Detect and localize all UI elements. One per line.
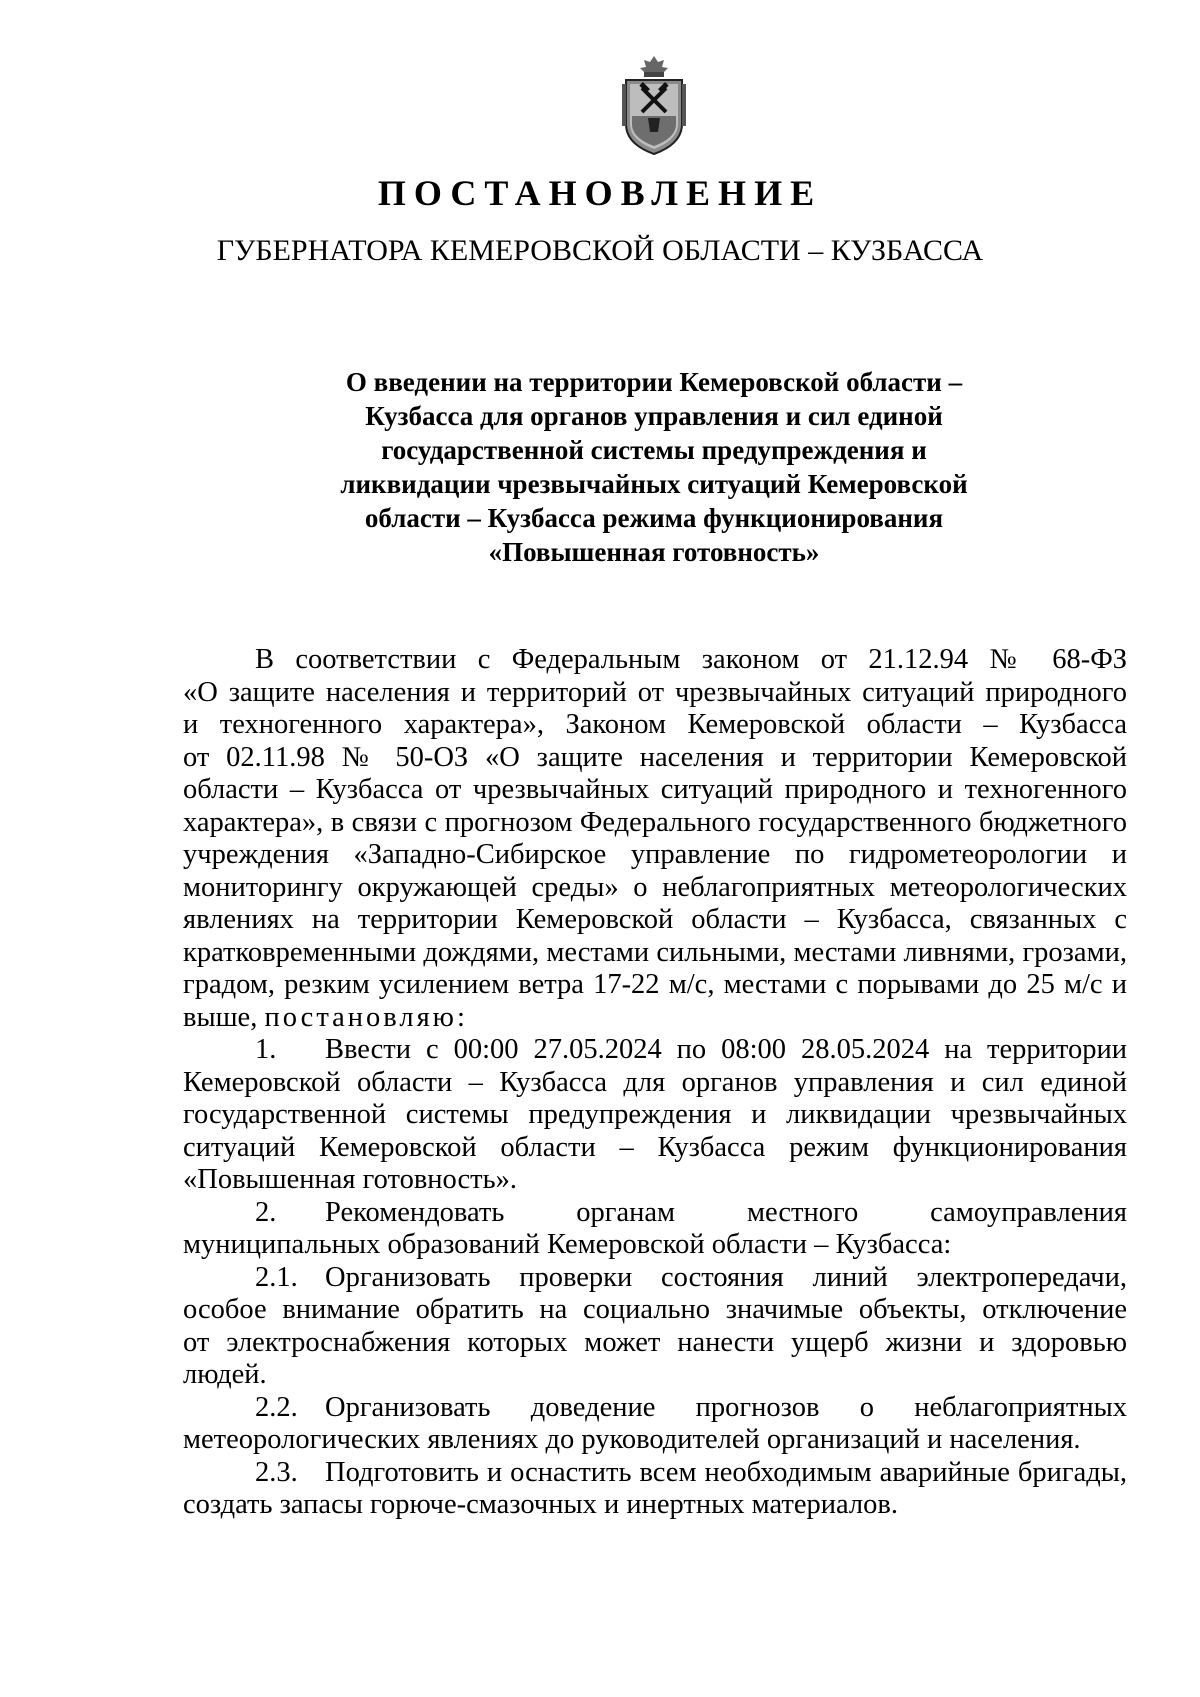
preamble-line: градом, резким усилением ветра 17-22 м/с, местами с порывами до 25 м/с и	[183, 969, 1127, 1000]
document-subtitle: ГУБЕРНАТОРА КЕМЕРОВСКОЙ ОБЛАСТИ – КУЗБАССА	[216, 234, 984, 267]
document-subject	[290, 365, 1018, 569]
preamble-last-text: выше,	[183, 1001, 258, 1033]
item-last-line: создать запасы горюче-смазочных и инертных материалов.	[183, 1489, 898, 1520]
item-text: Ввести с 00:00 27.05.2024 по 08:00 28.05.2024 на территории	[325, 1034, 1127, 1065]
subject-line: государственной системы предупреждения и	[381, 435, 927, 465]
item-last-line: муниципальных образований Кемеровской области – Кузбасса:	[183, 1229, 952, 1260]
item-2-2-first-line	[183, 1392, 1127, 1425]
item-2-3-first-line	[183, 1457, 1127, 1490]
item-number: 2.2.	[255, 1391, 298, 1423]
preamble-last-line	[183, 1002, 1127, 1035]
item-last-line: людей.	[183, 1359, 267, 1390]
preamble-line: В соответствии с Федеральным законом от 21.12.94 № 68-ФЗ	[255, 644, 1127, 675]
preamble-line: явлениях на территории Кемеровской области – Кузбасса, связанных с	[183, 904, 1127, 935]
subject-line: Кузбасса для органов управления и сил единой	[365, 401, 943, 431]
decree-word: постановляю:	[264, 1001, 468, 1033]
item-text: Организовать проверки состояния линий электропередачи,	[325, 1261, 1127, 1293]
item-line: Кемеровской области – Кузбасса для органов управления и сил единой	[183, 1066, 1127, 1098]
subject-line: области – Кузбасса режима функционирования	[364, 503, 944, 533]
subject-line: ликвидации чрезвычайных ситуаций Кемеровской	[340, 469, 968, 499]
item-number: 2.	[255, 1196, 277, 1228]
subject-line: «Повышенная готовность»	[488, 537, 820, 567]
preamble-line: мониторингу окружающей среды» о неблагоприятных метеорологических	[183, 871, 1127, 903]
document-body	[183, 644, 1127, 1522]
item-number: 2.1.	[255, 1261, 298, 1293]
item-1-first-line	[183, 1034, 1127, 1067]
item-number: 2.3.	[255, 1456, 298, 1488]
coat-of-arms-emblem	[618, 54, 690, 158]
preamble-line: характера», в связи с прогнозом Федерального государственного бюджетного	[183, 806, 1127, 838]
item-line: ситуаций Кемеровской области – Кузбасса режим функционирования	[183, 1131, 1127, 1163]
item-line: от электроснабжения которых может нанести ущерб жизни и здоровью	[183, 1326, 1127, 1358]
preamble-line: и техногенного характера», Законом Кемеровской области – Кузбасса	[183, 709, 1127, 740]
preamble-line: от 02.11.98 № 50-ОЗ «О защите населения и территории Кемеровской	[183, 741, 1127, 773]
preamble-line: учреждения «Западно-Сибирское управление по гидрометеорологии и	[183, 839, 1127, 870]
item-2-first-line	[183, 1197, 1127, 1230]
document-title: ПОСТАНОВЛЕНИЕ	[377, 173, 823, 213]
item-line: особое внимание обратить на социально значимые объекты, отключение	[183, 1294, 1127, 1325]
item-text: Рекомендовать органам местного самоуправления	[325, 1196, 1127, 1228]
item-line: государственной системы предупреждения и ликвидации чрезвычайных	[183, 1099, 1127, 1130]
preamble-line: кратковременными дождями, местами сильными, местами ливнями, грозами,	[183, 936, 1127, 968]
item-2-1-first-line	[183, 1262, 1127, 1295]
item-text: Подготовить и оснастить всем необходимым аварийные бригады,	[325, 1456, 1127, 1488]
preamble-line: «О защите населения и территорий от чрезвычайных ситуаций природного	[183, 676, 1127, 708]
item-number: 1.	[255, 1034, 277, 1065]
preamble-line: области – Кузбасса от чрезвычайных ситуаций природного и техногенного	[183, 774, 1127, 805]
item-last-line: «Повышенная готовность».	[183, 1164, 517, 1195]
item-last-line: метеорологических явлениях до руководителей организаций и населения.	[183, 1424, 1081, 1455]
subject-line: О введении на территории Кемеровской области –	[345, 367, 963, 397]
item-text: Организовать доведение прогнозов о неблагоприятных	[325, 1391, 1127, 1423]
